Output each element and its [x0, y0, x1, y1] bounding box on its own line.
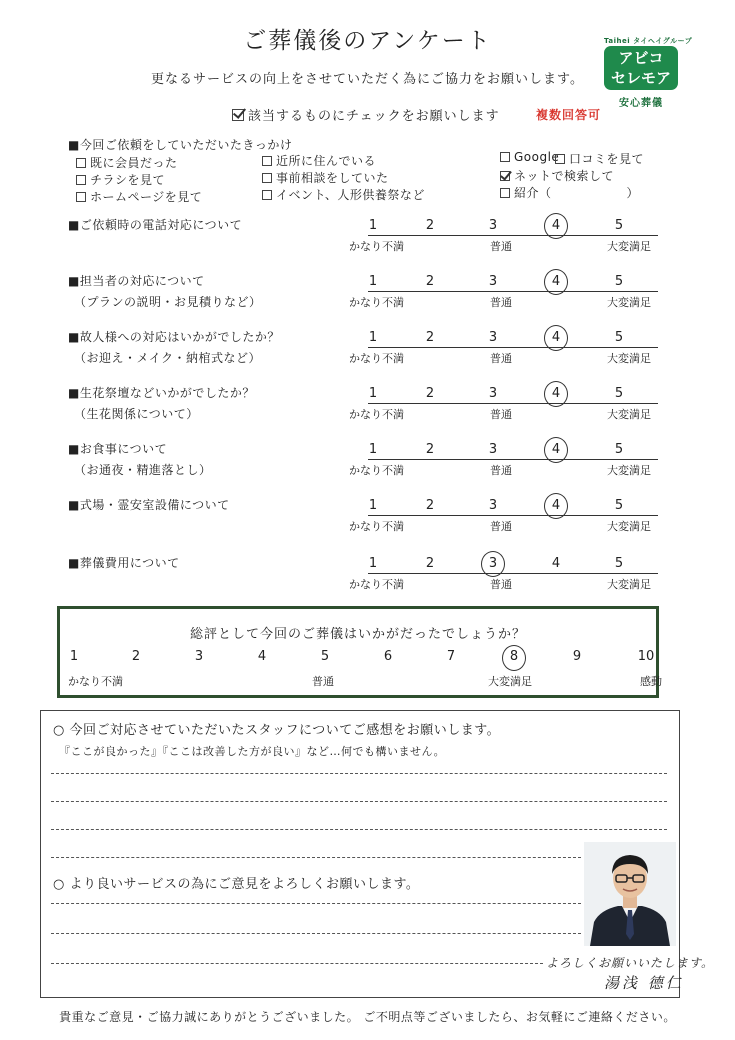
checkbox[interactable] — [500, 188, 510, 198]
rating-question-title: ■故人様への対応はいかがでしたか？ — [68, 330, 280, 344]
overall-option-8[interactable]: 8 — [509, 649, 519, 664]
option-label: 事前相談をしていた — [276, 171, 389, 185]
scale-option-2[interactable]: 2 — [425, 218, 435, 233]
overall-label-v8: 大変満足 — [488, 675, 532, 688]
scale-label-mid: 普通 — [490, 520, 512, 533]
scale-label-mid: 普通 — [490, 464, 512, 477]
scale-option-3[interactable]: 3 — [488, 218, 498, 233]
scale-option-5[interactable]: 5 — [614, 442, 624, 457]
staff-handwritten-name: 湯浅 德仁 — [604, 974, 684, 992]
logo-line2: セレモア — [610, 69, 671, 87]
scale-label-low: かなり不満 — [349, 578, 404, 591]
scale-option-4[interactable]: 4 — [551, 498, 561, 513]
scale-label-mid: 普通 — [490, 352, 512, 365]
overall-option-10[interactable]: 10 — [637, 649, 655, 664]
checkmark-icon — [232, 109, 244, 121]
overall-option-5[interactable]: 5 — [320, 649, 330, 664]
checkbox[interactable] — [262, 156, 272, 166]
staff-handwritten-message: よろしくお願いいたします。 — [546, 956, 715, 970]
overall-option-3[interactable]: 3 — [194, 649, 204, 664]
scale-option-2[interactable]: 2 — [425, 386, 435, 401]
overall-selected-circle — [502, 645, 526, 671]
scale-option-5[interactable]: 5 — [614, 218, 624, 233]
rating-question-title: ■式場・霊安室設備について — [68, 498, 230, 512]
option-label: 紹介（ ） — [514, 186, 640, 200]
scale-option-4[interactable]: 4 — [551, 330, 561, 345]
checkbox[interactable] — [76, 192, 86, 202]
overall-rating-box — [57, 606, 662, 698]
scale-label-low: かなり不満 — [349, 464, 404, 477]
checkbox-checked[interactable] — [500, 171, 510, 181]
scale-option-3[interactable]: 3 — [488, 498, 498, 513]
scale-option-1[interactable]: 1 — [368, 218, 378, 233]
scale-label-high: 大変満足 — [607, 520, 651, 533]
scale-option-3[interactable]: 3 — [488, 330, 498, 345]
option-neighbor[interactable] — [262, 152, 376, 169]
scale-option-3[interactable]: 3 — [488, 274, 498, 289]
footer-thanks: 貴重なご意見・ご協力誠にありがとうございました。 ご不明点等ございましたら、お気軽にご連絡ください。 — [59, 1010, 676, 1024]
scale-option-4[interactable]: 4 — [551, 274, 561, 289]
option-label: イベント、人形供養祭など — [276, 188, 425, 202]
scale-label-low: かなり不満 — [349, 240, 404, 253]
scale-line — [368, 403, 658, 404]
scale-option-1[interactable]: 1 — [368, 442, 378, 457]
checkbox[interactable] — [262, 190, 272, 200]
scale-option-1[interactable]: 1 — [368, 274, 378, 289]
scale-option-5[interactable]: 5 — [614, 274, 624, 289]
option-consultation[interactable] — [262, 169, 389, 186]
rating-question-subtitle: （生花関係について） — [74, 407, 199, 421]
comment-line[interactable] — [51, 829, 667, 830]
trigger-question-title: ■今回ご依頼をしていただいたきっかけ — [68, 138, 293, 152]
scale-option-2[interactable]: 2 — [425, 442, 435, 457]
scale-option-3[interactable]: 3 — [488, 386, 498, 401]
option-label: 既に会員だった — [90, 156, 178, 170]
option-reviews[interactable] — [555, 150, 644, 167]
rating-question-title: ■担当者の対応について — [68, 274, 205, 288]
scale-option-3[interactable]: 3 — [488, 442, 498, 457]
scale-option-5[interactable]: 5 — [614, 386, 624, 401]
rating-question-subtitle: （お迎え・メイク・納棺式など） — [74, 351, 262, 365]
scale-option-2[interactable]: 2 — [425, 556, 435, 571]
scale-label-low: かなり不満 — [349, 408, 404, 421]
option-member[interactable] — [76, 154, 178, 171]
scale-line — [368, 515, 658, 516]
comment-line[interactable] — [51, 903, 581, 904]
scale-option-1[interactable]: 1 — [368, 556, 378, 571]
option-label: チラシを見て — [90, 173, 166, 187]
option-label: ネットで検索して — [514, 169, 615, 183]
scale-option-4[interactable]: 4 — [551, 442, 561, 457]
rating-question-subtitle: （プランの説明・お見積りなど） — [74, 295, 262, 309]
overall-option-2[interactable]: 2 — [131, 649, 141, 664]
staff-portrait-icon — [584, 842, 676, 946]
comment-line[interactable] — [51, 801, 667, 802]
logo-group-label: Taihei タイヘイグループ — [604, 37, 693, 45]
rating-question-subtitle: （お通夜・精進落とし） — [74, 463, 212, 477]
scale-label-high: 大変満足 — [607, 408, 651, 421]
scale-option-5[interactable]: 5 — [614, 498, 624, 513]
overall-option-7[interactable]: 7 — [446, 649, 456, 664]
scale-label-high: 大変満足 — [607, 240, 651, 253]
option-label: 近所に住んでいる — [276, 154, 377, 168]
staff-photo — [584, 842, 676, 946]
page-subtitle: 更なるサービスの向上をさせていただく為にご協力をお願いします。 — [151, 72, 584, 87]
instruction-text — [232, 105, 500, 124]
scale-option-5[interactable]: 5 — [614, 330, 624, 345]
staff-comment-heading: ○ 今回ご対応させていただいたスタッフについてご感想をお願いします。 — [53, 723, 501, 738]
scale-line — [368, 459, 658, 460]
checkbox[interactable] — [76, 158, 86, 168]
scale-line — [368, 235, 658, 236]
overall-option-9[interactable]: 9 — [572, 649, 582, 664]
rating-question-title: ■生花祭壇などいかがでしたか？ — [68, 386, 255, 400]
overall-option-1[interactable]: 1 — [69, 649, 79, 664]
service-comment-heading: ○ より良いサービスの為にご意見をよろしくお願いします。 — [53, 877, 420, 892]
scale-line — [368, 573, 658, 574]
scale-label-mid: 普通 — [490, 408, 512, 421]
option-net-search[interactable] — [500, 167, 614, 184]
logo-line1: アビコ — [618, 49, 664, 67]
rating-question-title: ■ご依頼時の電話対応について — [68, 218, 243, 232]
multiple-answers-note: 複数回答可 — [536, 108, 602, 122]
comment-line[interactable] — [51, 773, 667, 774]
scale-label-high: 大変満足 — [607, 352, 651, 365]
scale-option-2[interactable]: 2 — [425, 498, 435, 513]
page-title: ご葬儀後のアンケート — [243, 28, 492, 54]
option-label: Google — [514, 150, 560, 164]
comment-line[interactable] — [51, 933, 581, 934]
checkbox[interactable] — [76, 175, 86, 185]
scale-option-2[interactable]: 2 — [425, 330, 435, 345]
option-google[interactable] — [500, 150, 559, 164]
overall-title: 総評として今回のご葬儀はいかがだったでしょうか？ — [189, 627, 526, 642]
scale-option-1[interactable]: 1 — [368, 330, 378, 345]
scale-option-4[interactable]: 4 — [551, 386, 561, 401]
overall-option-6[interactable]: 6 — [383, 649, 393, 664]
option-flyer[interactable] — [76, 171, 165, 188]
scale-line — [368, 347, 658, 348]
scale-label-high: 大変満足 — [607, 464, 651, 477]
company-logo — [604, 46, 678, 90]
scale-option-5[interactable]: 5 — [614, 556, 624, 571]
scale-option-4[interactable]: 4 — [551, 556, 561, 571]
option-referral[interactable] — [500, 184, 639, 201]
option-homepage[interactable] — [76, 188, 202, 205]
scale-label-high: 大変満足 — [607, 296, 651, 309]
comment-line[interactable] — [51, 857, 581, 858]
scale-line — [368, 291, 658, 292]
option-event[interactable] — [262, 186, 425, 203]
instruction-label: 該当するものにチェックをお願いします — [248, 109, 500, 124]
scale-option-2[interactable]: 2 — [425, 274, 435, 289]
scale-label-low: かなり不満 — [349, 296, 404, 309]
scale-label-low: かなり不満 — [349, 352, 404, 365]
scale-label-mid: 普通 — [490, 578, 512, 591]
overall-label-v10: 感動 — [640, 675, 662, 688]
scale-option-1[interactable]: 1 — [368, 386, 378, 401]
rating-question-title: ■お食事について — [68, 442, 168, 456]
scale-option-1[interactable]: 1 — [368, 498, 378, 513]
overall-label-v5: 普通 — [312, 675, 334, 688]
scale-label-high: 大変満足 — [607, 578, 651, 591]
comment-line[interactable] — [51, 963, 543, 964]
checkbox[interactable] — [262, 173, 272, 183]
logo-tagline: 安心葬儀 — [619, 98, 663, 109]
scale-label-low: かなり不満 — [349, 520, 404, 533]
scale-label-mid: 普通 — [490, 296, 512, 309]
overall-option-4[interactable]: 4 — [257, 649, 267, 664]
option-label: 口コミを見て — [569, 152, 645, 166]
staff-comment-hint: 『ここが良かった』『ここは改善した方が良い』など…何でも構いません。 — [59, 745, 446, 758]
scale-option-4[interactable]: 4 — [551, 218, 561, 233]
scale-option-3[interactable]: 3 — [488, 556, 498, 571]
overall-label-v1: かなり不満 — [68, 675, 123, 688]
checkbox[interactable] — [500, 152, 510, 162]
scale-label-mid: 普通 — [490, 240, 512, 253]
option-label: ホームページを見て — [90, 190, 203, 204]
rating-question-title: ■葬儀費用について — [68, 556, 180, 570]
checkbox[interactable] — [555, 154, 565, 164]
